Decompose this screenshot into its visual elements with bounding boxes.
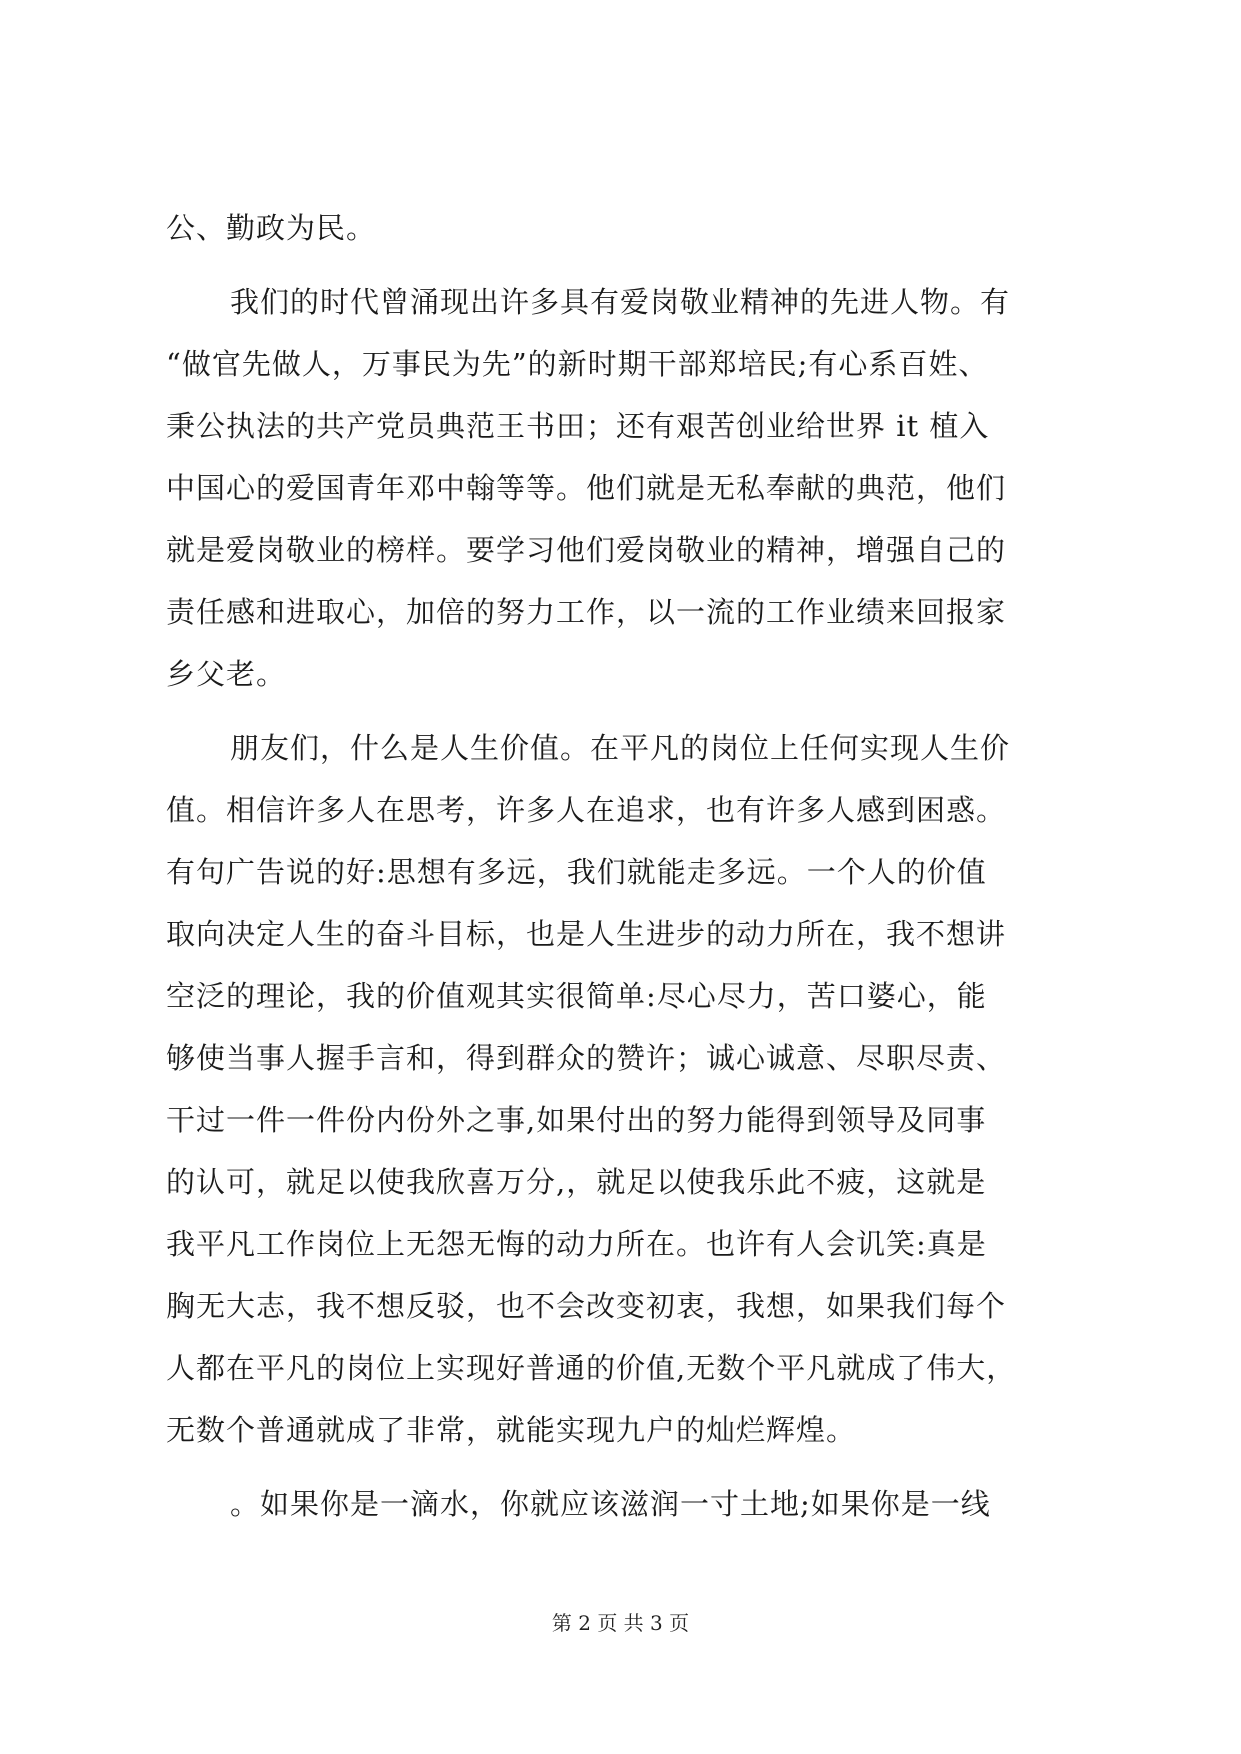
paragraph-line: 我们的时代曾涌现出许多具有爱岗敬业精神的先进人物。有 — [230, 285, 1011, 319]
document-body — [166, 197, 1086, 1535]
paragraph-line: 干过一件一件份内份外之事,如果付出的努力能得到领导及同事 — [166, 1103, 987, 1137]
paragraph-line: 有句广告说的好:思想有多远，我们就能走多远。一个人的价值 — [166, 855, 987, 889]
paragraph-line: 。如果你是一滴水，你就应该滋润一寸土地;如果你是一线 — [230, 1487, 991, 1521]
paragraph-line: 中国心的爱国青年邓中翰等等。他们就是无私奉献的典范，他们 — [166, 471, 1007, 505]
paragraph-line: 空泛的理论，我的价值观其实很简单:尽心尽力，苦口婆心，能 — [166, 979, 987, 1013]
page-number-footer: 第 2 页 共 3 页 — [551, 1611, 690, 1635]
paragraph-line: 值。相信许多人在思考，许多人在追求，也有许多人感到困惑。 — [166, 793, 1007, 827]
paragraph-line: 取向决定人生的奋斗目标，也是人生进步的动力所在，我不想讲 — [166, 917, 1007, 951]
paragraph-line: 我平凡工作岗位上无怨无悔的动力所在。也许有人会讥笑:真是 — [166, 1227, 987, 1261]
paragraph-line: 人都在平凡的岗位上实现好普通的价值,无数个平凡就成了伟大， — [166, 1351, 1017, 1385]
paragraph-line: 乡父老。 — [166, 657, 287, 691]
paragraph-line: 就是爱岗敬业的榜样。要学习他们爱岗敬业的精神，增强自己的 — [166, 533, 1007, 567]
paragraph-line: “做官先做人，万事民为先”的新时期干部郑培民;有心系百姓、 — [166, 347, 989, 381]
paragraph-line: 无数个普通就成了非常，就能实现九户的灿烂辉煌。 — [166, 1413, 857, 1447]
paragraph-line: 的认可，就足以使我欣喜万分,，就足以使我乐此不疲，这就是 — [166, 1165, 987, 1199]
paragraph-line: 责任感和进取心，加倍的努力工作，以一流的工作业绩来回报家 — [166, 595, 1007, 629]
paragraph-line: 秉公执法的共产党员典范王书田；还有艰苦创业给世界 it 植入 — [166, 409, 990, 443]
paragraph-line: 朋友们，什么是人生价值。在平凡的岗位上任何实现人生价 — [230, 731, 1011, 765]
paragraph-line: 公、勤政为民。 — [166, 211, 377, 245]
paragraph-line: 胸无大志，我不想反驳，也不会改变初衷，我想，如果我们每个 — [166, 1289, 1007, 1323]
paragraph-line: 够使当事人握手言和，得到群众的赞许；诚心诚意、尽职尽责、 — [166, 1041, 1007, 1075]
